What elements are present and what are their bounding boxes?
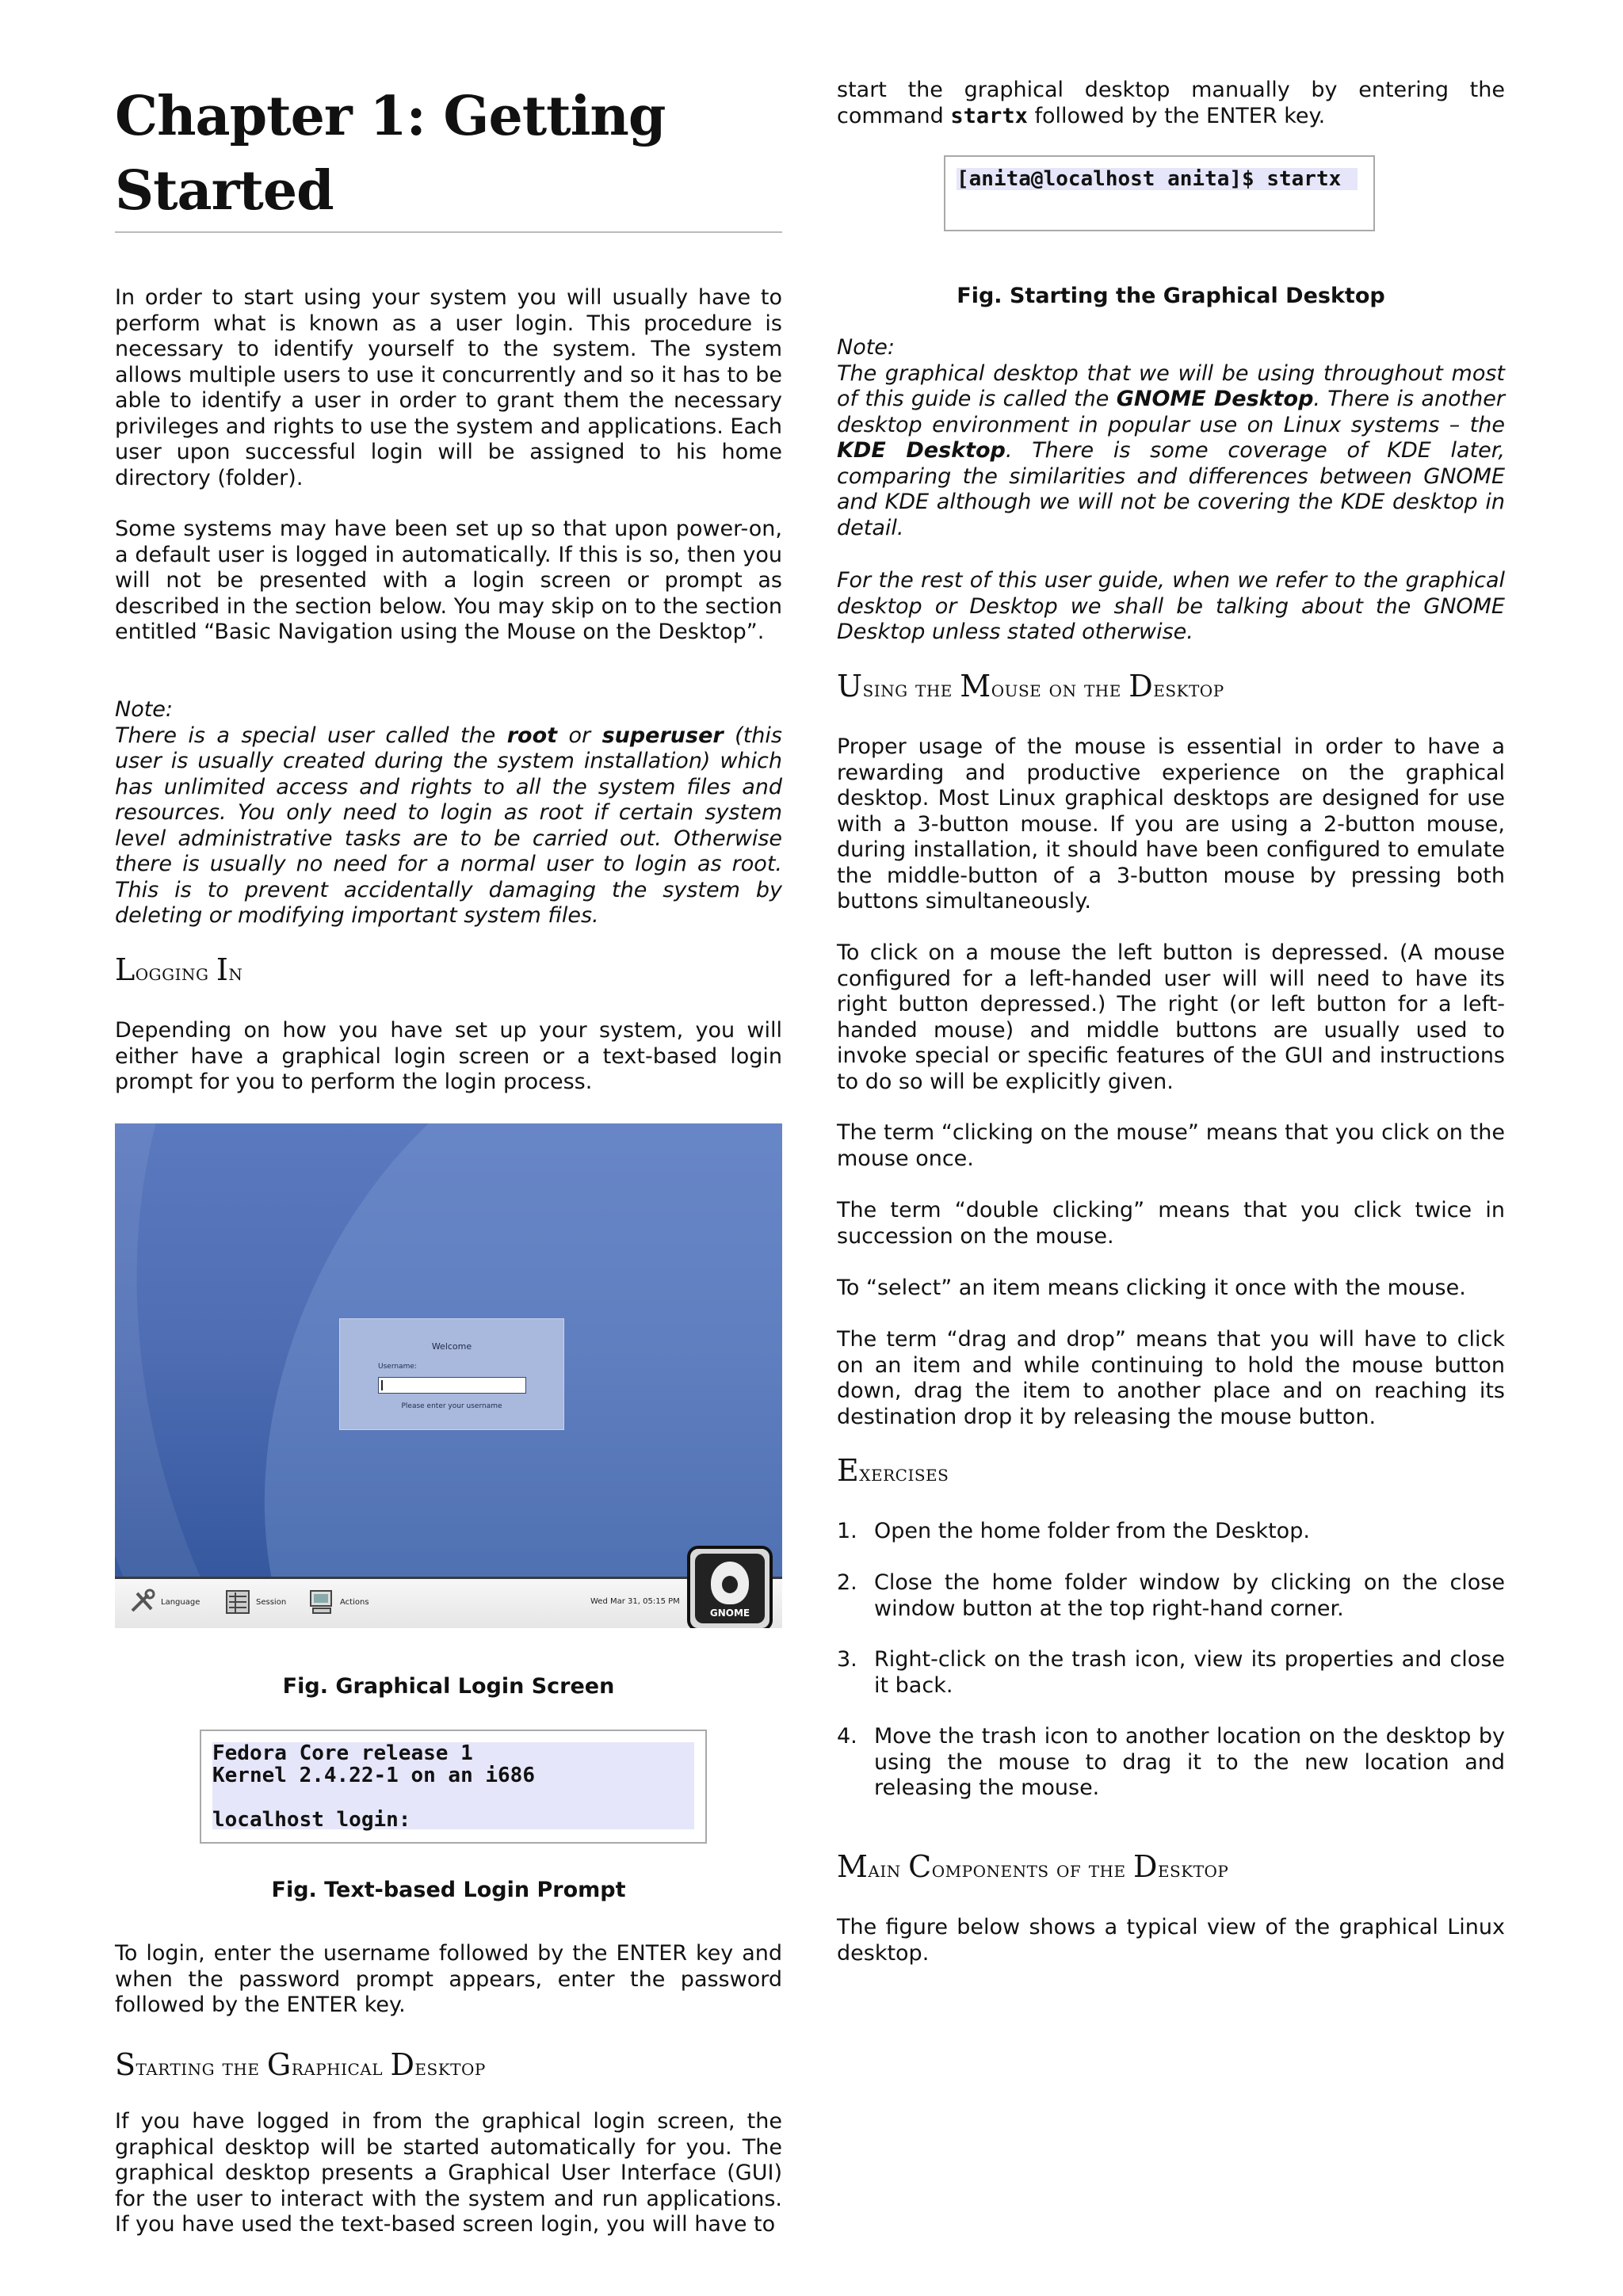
kde-desktop-term: KDE Desktop [837,438,1006,463]
text-login-content [212,1741,694,1832]
startx-intro-a: start the graphical desktop manually by entering the command [837,78,1505,128]
starting-paragraph: If you have logged in from the graphical login screen, the graphical desktop will be started automatically for you. The graphical desktop presents a Graphical User Interface (GUI) for the user to interact with the system and run applications. If you have used the text-based screen login, you will have to [115,2109,782,2237]
startx-intro [837,78,1505,129]
note-text-a: There is a special user called the [115,723,507,748]
login-line: Fedora Core release 1 [212,1741,473,1765]
panel-actions-label: Actions [340,1598,369,1607]
mouse-paragraph-2: To click on a mouse the left button is depressed. (A mouse configured for a left-handed user will will need to have its right button depressed.) The right (or left button for a left-handed mouse) and middle buttons are usually used to invoke special or specific features of the GUI and instructions to do so will be explicitly given. [837,940,1505,1094]
login-line: localhost login: [212,1808,411,1832]
root-note [115,697,782,929]
graphical-login-screenshot [115,1123,782,1628]
list-item [837,1519,1505,1545]
login-dialog [339,1318,564,1430]
gnome-desktop-term: GNOME Desktop [1116,387,1314,411]
panel-session [224,1589,286,1616]
mouse-paragraph-3: The term “clicking on the mouse” means that you click on the mouse once. [837,1120,1505,1171]
mouse-paragraph-5: To “select” an item means clicking it once with the mouse. [837,1276,1466,1300]
list-item-number: 3. [837,1647,857,1672]
list-item-number: 2. [837,1570,857,1595]
startx-box [944,155,1375,231]
note-text-b: (this user is usually created during the system installation) which has unlimited access and rights to all the system files and resources. You only need to login as root if certain system level administrative tasks are to be carried out. Otherwise there is usually no need for a normal user to login as root. This is to prevent accidentally damaging the system by deleting or modifying important system files. [115,723,782,928]
gnome-note-c: . There is some coverage of KDE later, comparing the similarities and differences between GNOME and KDE although we will not be covering the KDE desktop in detail. [837,438,1505,540]
startx-command: startx [950,103,1028,128]
components-heading: Main Components of the Desktop [837,1849,1229,1884]
list-item-number: 4. [837,1724,857,1749]
components-paragraph: The figure below shows a typical view of the graphical Linux desktop. [837,1915,1505,1966]
note-root: root [506,723,558,748]
login-instructions: To login, enter the username followed by the ENTER key and when the password prompt appears, enter the password followed by the ENTER key. [115,1941,782,2017]
starting-heading: Starting the Graphical Desktop [115,2047,486,2082]
list-item-text: Open the home folder from the Desktop. [874,1519,1310,1543]
desktop-background [115,1123,782,1577]
gnome-note-2: For the rest of this user guide, when we refer to the graphical desktop or Desktop we shall be talking about the GNOME Desktop unless stated otherwise. [837,568,1505,644]
list-item-text: Close the home folder window by clicking on the close window button at the top right-hand corner. [874,1570,1505,1621]
list-item [837,1570,1505,1622]
gnome-foot-icon [711,1562,749,1604]
computer-icon [308,1589,335,1615]
fig-text-caption: Fig. Text-based Login Prompt [271,1878,626,1902]
tools-icon [129,1589,156,1615]
exercises-heading: Exercises [837,1453,949,1488]
panel-language [129,1589,200,1616]
gnome-logo-inner [695,1554,765,1623]
login-panel [115,1577,782,1628]
note-label: Note: [115,697,174,722]
fig-login-caption: Fig. Graphical Login Screen [282,1674,615,1699]
gnome-logo [687,1546,773,1628]
welcome-label: Welcome [431,1341,472,1352]
login-line: Kernel 2.4.22-1 on an i686 [212,1764,535,1787]
startx-line: [anita@localhost anita]$ startx [957,168,1358,190]
username-hint: Please enter your username [401,1402,502,1410]
mouse-heading: Using the Mouse on the Desktop [837,669,1224,704]
list-item-text: Move the trash icon to another location on the desktop by using the mouse to drag it to the new location and releasing the mouse. [874,1724,1505,1800]
text-login-box [200,1730,707,1844]
panel-actions [308,1589,369,1616]
logging-in-heading: Logging In [115,952,243,987]
list-item-text: Right-click on the trash icon, view its properties and close it back. [874,1647,1505,1698]
note-text-or: or [557,723,602,748]
note-superuser: superuser [601,723,724,748]
auto-login-paragraph: Some systems may have been set up so that upon power-on, a default user is logged in automatically. If this is so, then you will not be presented with a login screen or prompt as described in the section below. You may skip on to the section entitled “Basic Navigation using the Mouse on the Desktop”. [115,517,782,644]
gnome-note-a: The graphical desktop that we will be using throughout most of this guide is called the [837,360,1505,411]
login-line [212,1787,694,1809]
intro-paragraph: In order to start using your system you will usually have to perform what is known as a user login. This procedure is necessary to identify yourself to the system. The system allows multiple users to use it concurrently and so it has to be able to identify a user in order to grant them the necessary privileges and rights to use the system and applications. Each user upon successful login will be assigned to his home directory (folder). [115,285,782,490]
note-label: Note: [837,335,896,360]
panel-language-label: Language [161,1598,200,1607]
mouse-paragraph-1: Proper usage of the mouse is essential in order to have a rewarding and productive experience on the graphical desktop. Most Linux graphical desktops are designed for use with a 3-button mouse. If you are using a 2-button mouse, during installation, it should have been configured to emulate the middle-button of a 3-button mouse by pressing both buttons simultaneously. [837,734,1505,913]
list-item [837,1724,1505,1802]
username-field [378,1377,526,1394]
startx-intro-b: followed by the ENTER key. [1027,103,1326,128]
username-label: Username: [378,1363,417,1371]
fig-startx-caption: Fig. Starting the Graphical Desktop [957,284,1385,308]
mouse-paragraph-6: The term “drag and drop” means that you will have to click on an item and while continuing to hold the mouse button down, drag the item to another place and on reaching its destination drop it by releasing the mouse button. [837,1327,1505,1429]
panel-session-label: Session [256,1598,287,1607]
gnome-logo-label: GNOME [709,1608,750,1619]
gnome-note-b: . There is another desktop environment in popular use on Linux systems – the [837,387,1505,437]
panel-clock: Wed Mar 31, 05:15 PM [590,1597,680,1606]
logging-in-paragraph: Depending on how you have set up your system, you will either have a graphical login screen or a text-based login prompt for you to perform the login process. [115,1018,782,1094]
chapter-title: Chapter 1: Getting Started [115,85,666,223]
mouse-paragraph-4: The term “double clicking” means that you click twice in succession on the mouse. [837,1198,1505,1249]
title-divider [115,231,782,233]
gnome-note [837,335,1505,541]
list-item [837,1647,1505,1699]
list-item-number: 1. [837,1519,857,1543]
session-icon [224,1589,251,1615]
text-cursor [381,1380,383,1390]
